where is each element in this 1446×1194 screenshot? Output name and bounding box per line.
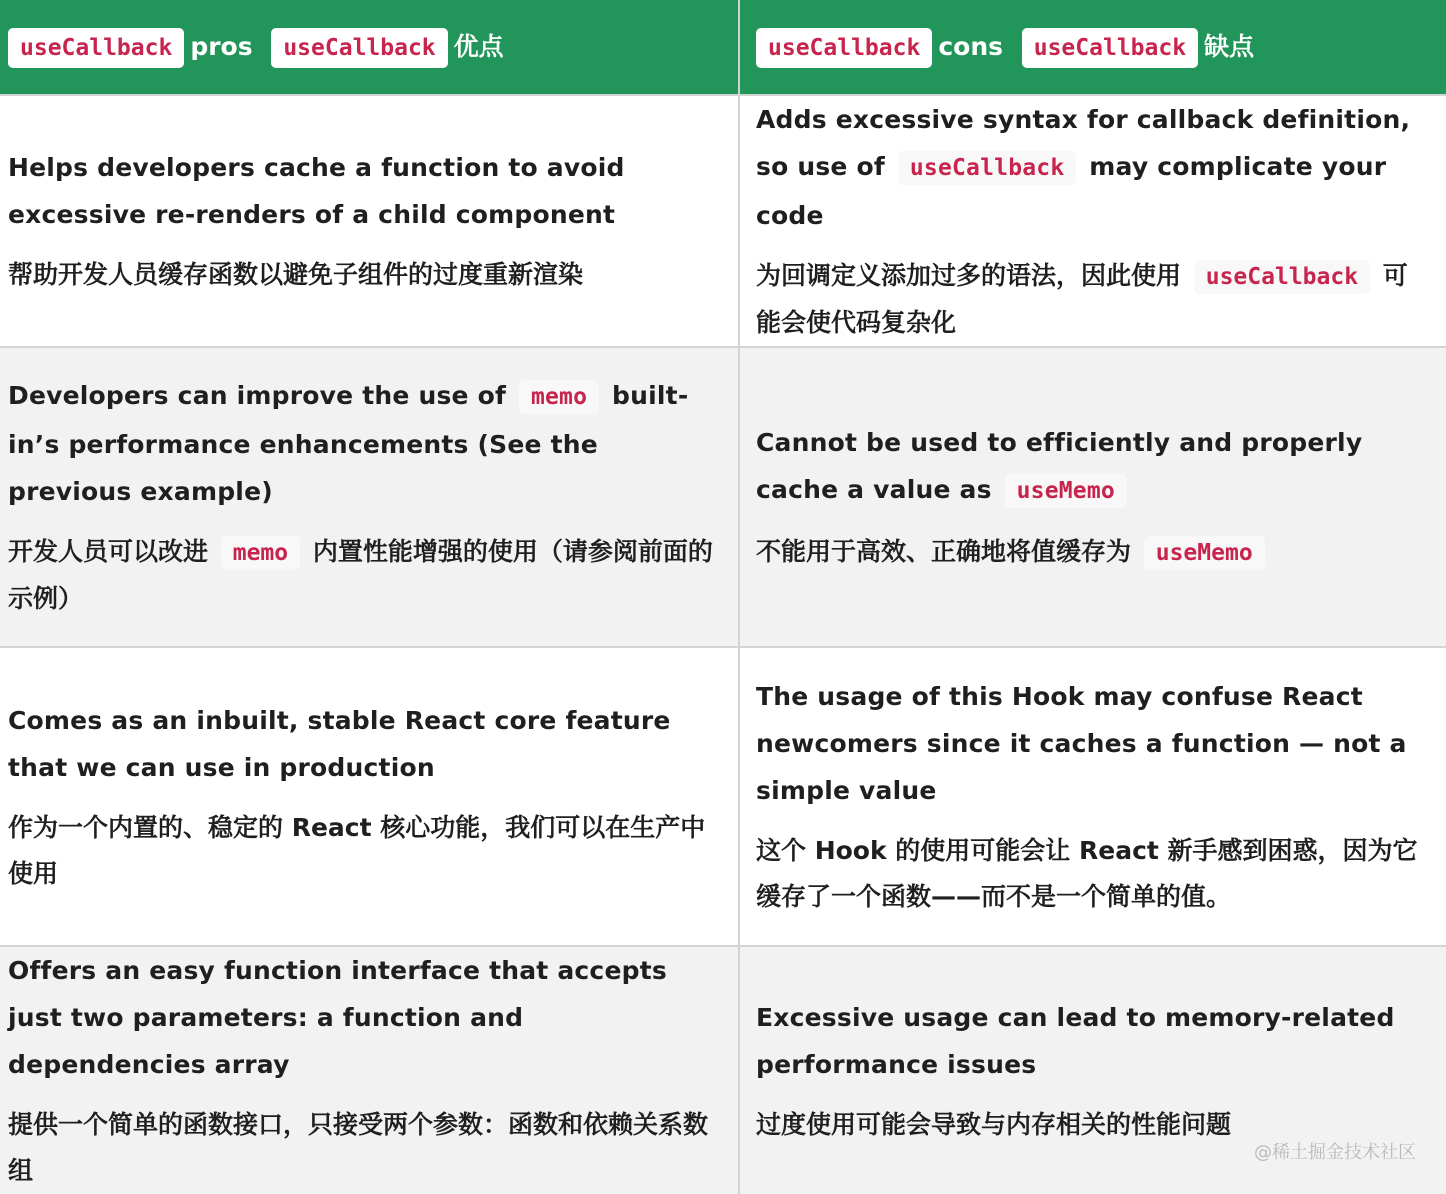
pro-zh-part-a: 开发人员可以改进: [8, 537, 209, 566]
pros-header-code-2: useCallback: [271, 28, 447, 68]
con-zh-part-b: 可能会使代码复杂化: [756, 261, 1408, 337]
cons-header-code: useCallback: [756, 28, 932, 68]
table-row: [0, 946, 1446, 1194]
con-en-code: useMemo: [1005, 474, 1127, 508]
con-zh-part-a: 不能用于高效、正确地将值缓存为: [756, 536, 1132, 566]
con-zh-code: useCallback: [1194, 260, 1370, 294]
pro-zh-text: 帮助开发人员缓存函数以避免子组件的过度重新渲染: [8, 260, 584, 289]
pro-en-part-a: Developers can improve the use of: [8, 381, 507, 410]
con-en-text: The usage of this Hook may confuse React newcomers since it caches a function — not a simple value: [756, 682, 1407, 805]
con-en-text: [756, 96, 1432, 239]
table-row: [0, 647, 1446, 946]
cons-header: [739, 0, 1446, 95]
pros-header-zh: 优点: [453, 31, 504, 61]
con-cell: [739, 647, 1446, 946]
con-en-part-a: Adds excessive syntax for callback definition, so use of: [756, 105, 1411, 181]
pro-zh-text: 提供一个简单的函数接口，只接受两个参数：函数和依赖关系数组: [8, 1110, 709, 1185]
cons-header-word: cons: [938, 31, 1004, 61]
pros-header-word: pros: [190, 31, 253, 61]
pro-en-text: Comes as an inbuilt, stable React core feature that we can use in production: [8, 705, 671, 782]
con-zh-part-a: 为回调定义添加过多的语法，因此使用: [756, 261, 1182, 290]
con-cell: [739, 347, 1446, 647]
con-en-text: [756, 419, 1432, 515]
pro-en-text: [8, 372, 722, 515]
pros-header: [0, 0, 739, 95]
pro-en-part-b: built-in’s performance enhancements (See the previous example): [8, 381, 689, 506]
con-zh-text: 这个 Hook 的使用可能会让 React 新手感到困惑，因为它缓存了一个函数——而不是一个简单的值。: [756, 836, 1418, 911]
pro-en-text: Helps developers cache a function to avoid excessive re-renders of a child component: [8, 153, 625, 229]
con-zh-text: [756, 253, 1432, 346]
header-row: [0, 0, 1446, 95]
pro-cell: [0, 946, 739, 1194]
table-row: [0, 347, 1446, 647]
con-cell: [739, 95, 1446, 347]
pro-cell: [0, 347, 739, 647]
pro-cell: [0, 647, 739, 946]
con-en-part-b: may complicate your code: [756, 152, 1387, 230]
con-en-code: useCallback: [898, 151, 1077, 185]
pro-zh-text: [8, 529, 722, 622]
con-zh-text: [756, 529, 1432, 576]
cons-header-zh: 缺点: [1204, 31, 1255, 61]
con-en-text: Excessive usage can lead to memory-related performance issues: [756, 1002, 1395, 1079]
pros-header-code: useCallback: [8, 28, 184, 68]
pro-zh-text: 作为一个内置的、稳定的 React 核心功能，我们可以在生产中使用: [8, 812, 706, 888]
watermark: @稀土掘金技术社区: [1254, 1142, 1416, 1163]
con-en-part-a: Cannot be used to efficiently and properly cache a value as: [756, 427, 1363, 504]
pro-en-code: memo: [519, 380, 599, 414]
pro-zh-code: memo: [221, 536, 300, 570]
pro-zh-part-b: 内置性能增强的使用（请参阅前面的示例）: [8, 537, 713, 613]
pro-en-text: Offers an easy function interface that accepts just two parameters: a function and dependencies array: [8, 956, 667, 1079]
table-row: [0, 95, 1446, 347]
con-zh-text: 过度使用可能会导致与内存相关的性能问题: [756, 1109, 1232, 1139]
con-zh-code: useMemo: [1144, 536, 1265, 570]
cons-header-code-2: useCallback: [1022, 28, 1198, 68]
pro-cell: [0, 95, 739, 347]
